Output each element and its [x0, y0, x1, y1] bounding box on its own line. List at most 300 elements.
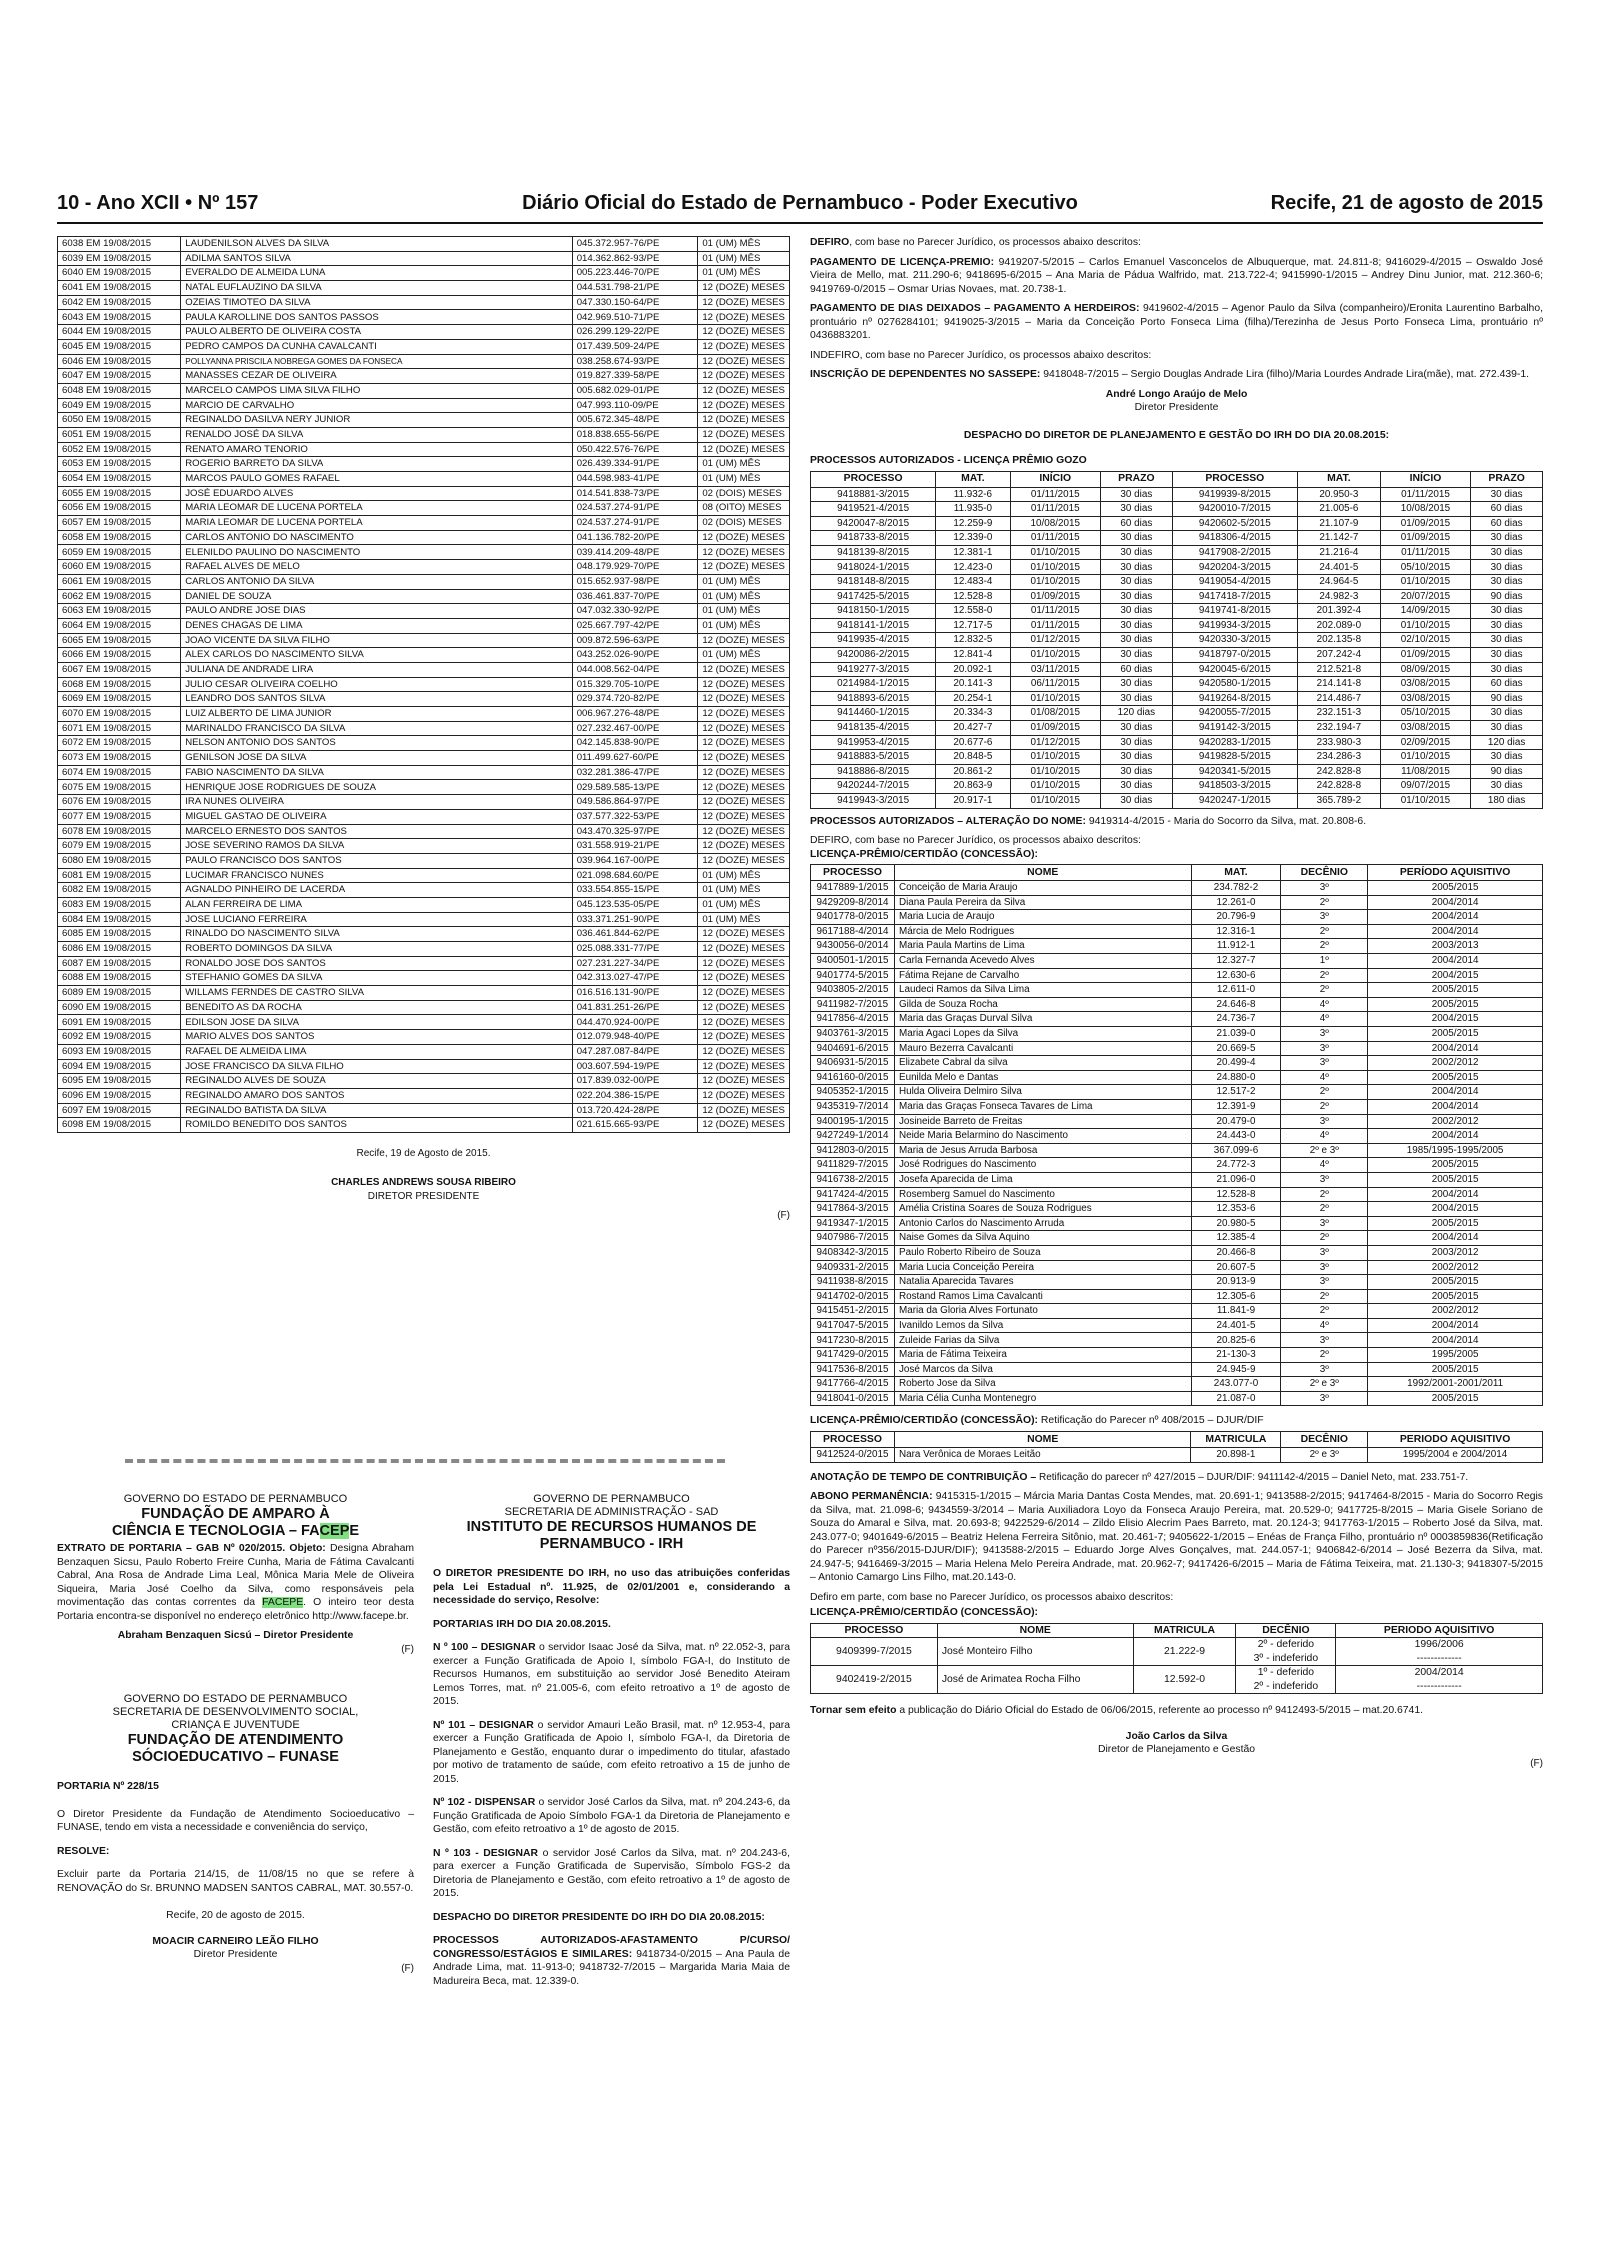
- name-cell: MARCELO ERNESTO DOS SANTOS: [181, 824, 572, 839]
- table-row: [811, 1172, 1543, 1187]
- funase-signer: MOACIR CARNEIRO LEÃO FILHO: [152, 1935, 319, 1947]
- lpg-cell: 30 dias: [1100, 618, 1172, 633]
- lpg-cell: 9418024-1/2015: [811, 560, 936, 575]
- portaria-cell: 6079 EM 19/08/2015: [58, 839, 181, 854]
- lpc-cell: 2º: [1281, 983, 1368, 998]
- lpc-cell: 2º: [1281, 1187, 1368, 1202]
- lpc-cell: 12.517-2: [1191, 1085, 1281, 1100]
- lpc-cell: Conceição de Maria Araujo: [894, 881, 1191, 896]
- lpc-cell: Maria das Graças Fonseca Tavares de Lima: [894, 1099, 1191, 1114]
- cpf-cell: 043.470.325-97/PE: [572, 824, 698, 839]
- cpf-cell: 050.422.576-76/PE: [572, 442, 698, 457]
- lpc-cell: 9408342-3/2015: [811, 1245, 895, 1260]
- lpg-header-row: [811, 471, 1543, 487]
- lpc-cell: 20.796-9: [1191, 910, 1281, 925]
- lpc-cell: 20.466-8: [1191, 1245, 1281, 1260]
- lpg-cell: 9414460-1/2015: [811, 706, 936, 721]
- lpg-header-cell: PRAZO: [1100, 471, 1172, 487]
- lpc-cell: 2004/2015: [1368, 1202, 1543, 1217]
- lpc-cell: 2º: [1281, 895, 1368, 910]
- cpf-cell: 005.682.029-01/PE: [572, 383, 698, 398]
- facepe-extrato: EXTRATO DE PORTARIA – GAB Nº 020/2015. Objeto: Designa Abraham Benzaquen Sicsu, Paulo Roberto Freire Cunha, Maria de Fátima Cavalcanti Cabral, Ana Rosa de Andrade Lima Leal, Mônica Maria Mele de Oliveira Siqueira, Maria José Coelho da Silva, como responsáveis pela movimentação das contas correntes da FACEPE. O inteiro teor desta Portaria encontra-se disponível no endereço eletrônico http://www.facepe.br.: [57, 1543, 415, 1622]
- table-row: [58, 633, 790, 648]
- duration-cell: 12 (DOZE) MESES: [698, 780, 790, 795]
- table-row: [811, 750, 1543, 765]
- lpg-cell: 9418881-3/2015: [811, 487, 936, 502]
- duration-cell: 12 (DOZE) MESES: [698, 677, 790, 692]
- lpg-cell: 10/08/2015: [1380, 502, 1470, 517]
- lpc-header-cell: DECÊNIO: [1281, 865, 1368, 881]
- funase-f-mark: (F): [401, 1962, 414, 1974]
- cpf-cell: 027.232.467-00/PE: [572, 721, 698, 736]
- lpg-cell: 9418733-8/2015: [811, 531, 936, 546]
- lpg-cell: 9419521-4/2015: [811, 502, 936, 517]
- lpc-cell: 3º: [1281, 1362, 1368, 1377]
- retif-header-cell: NOME: [894, 1431, 1190, 1447]
- sig2-name: João Carlos da Silva: [1125, 1730, 1228, 1742]
- lpc-cell: Maria das Graças Durval Silva: [894, 1012, 1191, 1027]
- name-cell: MARIO ALVES DOS SANTOS: [181, 1030, 572, 1045]
- retif-header-cell: PERIODO AQUISITIVO: [1368, 1431, 1543, 1447]
- table-row: [58, 413, 790, 428]
- name-cell: POLLYANNA PRISCILA NOBREGA GOMES DA FONSECA: [181, 354, 572, 369]
- lpc-cell: 3º: [1281, 881, 1368, 896]
- lpc-cell: 12.305-6: [1191, 1289, 1281, 1304]
- cpf-cell: 041.831.251-26/PE: [572, 1000, 698, 1015]
- portaria-cell: 6077 EM 19/08/2015: [58, 809, 181, 824]
- duration-cell: 12 (DOZE) MESES: [698, 751, 790, 766]
- lpc-cell: 9401778-0/2015: [811, 910, 895, 925]
- table-row: [58, 868, 790, 883]
- lpc-cell: Maria Lucia Conceição Pereira: [894, 1260, 1191, 1275]
- funase-title-2: SÓCIOEDUCATIVO – FUNASE: [132, 1749, 339, 1765]
- cpf-cell: 003.607.594-19/PE: [572, 1059, 698, 1074]
- lpc-cell: 9414702-0/2015: [811, 1289, 895, 1304]
- tornar-sem-efeito: Tornar sem efeito a publicação do Diário Oficial do Estado de 06/06/2015, referente ao processo nº 9412493-5/2015 – mat.20.6741.: [810, 1705, 1423, 1717]
- lpc-cell: 2005/2015: [1368, 1289, 1543, 1304]
- cpf-cell: 015.329.705-10/PE: [572, 677, 698, 692]
- lpg-cell: 30 dias: [1100, 793, 1172, 808]
- lpg-cell: 30 dias: [1100, 721, 1172, 736]
- table-row: [811, 575, 1543, 590]
- lpc-cell: 9407986-7/2015: [811, 1231, 895, 1246]
- duration-cell: 12 (DOZE) MESES: [698, 1000, 790, 1015]
- lpg-cell: 9418883-5/2015: [811, 750, 936, 765]
- lpg-cell: 234.286-3: [1297, 750, 1380, 765]
- lpg-cell: 12.483-4: [936, 575, 1010, 590]
- portaria-cell: 6067 EM 19/08/2015: [58, 662, 181, 677]
- table-row: [58, 1015, 790, 1030]
- lpc-cell: 2004/2014: [1368, 1099, 1543, 1114]
- table-row: [811, 1202, 1543, 1217]
- lpc-cell: 3º: [1281, 1172, 1368, 1187]
- duration-cell: 12 (DOZE) MESES: [698, 369, 790, 384]
- lpg-cell: 242.828-8: [1297, 764, 1380, 779]
- lpc-cell: 12.316-1: [1191, 924, 1281, 939]
- lpg-cell: 01/11/2015: [1010, 502, 1100, 517]
- lpc2-table: [810, 1623, 1543, 1695]
- portaria-cell: 6078 EM 19/08/2015: [58, 824, 181, 839]
- lpg-cell: 08/09/2015: [1380, 662, 1470, 677]
- table-row: [811, 1275, 1543, 1290]
- cpf-cell: 009.872.596-63/PE: [572, 633, 698, 648]
- name-cell: NELSON ANTONIO DOS SANTOS: [181, 736, 572, 751]
- name-cell: JULIANA DE ANDRADE LIRA: [181, 662, 572, 677]
- table-row: [811, 779, 1543, 794]
- duration-cell: 12 (DOZE) MESES: [698, 662, 790, 677]
- lpc-cell: 9416738-2/2015: [811, 1172, 895, 1187]
- lpc-cell: 20.607-5: [1191, 1260, 1281, 1275]
- cpf-cell: 005.223.446-70/PE: [572, 266, 698, 281]
- cpf-cell: 027.231.227-34/PE: [572, 956, 698, 971]
- irh-portarias: PORTARIAS IRH DO DIA 20.08.2015.: [433, 1618, 611, 1630]
- lpc-cell: Hulda Oliveira Delmiro Silva: [894, 1085, 1191, 1100]
- funase-body: Excluir parte da Portaria 214/15, de 11/08/15 no que se refere à RENOVAÇÃO do Sr. BRUNNO MADSEN SANTOS CABRAL, MAT. 30.557-0.: [57, 1869, 414, 1894]
- table-row: [58, 942, 790, 957]
- irh-n101: Nº 101 – DESIGNAR o servidor Amauri Leão Brasil, mat. nº 12.953-4, para exercer a Função Gratificada de Apoio I, símbolo FGA-I, da Diretoria de Planejamento e Gestão, enquanto durar o impedimento do titular, afastado por motivo de tratamento de saúde, com efeito retroativo a 15 de junho de 2015.: [433, 1719, 791, 1785]
- lpg-cell: 60 dias: [1100, 662, 1172, 677]
- table-row: [811, 881, 1543, 896]
- retif-cell: 9412524-0/2015: [811, 1447, 895, 1462]
- sig2-role: Diretor de Planejamento e Gestão: [1097, 1744, 1256, 1756]
- cpf-cell: 014.541.838-73/PE: [572, 486, 698, 501]
- lpg-cell: 9420010-7/2015: [1172, 502, 1297, 517]
- lpg-cell: 21.142-7: [1297, 531, 1380, 546]
- table-row: [811, 910, 1543, 925]
- table-row: [58, 310, 790, 325]
- lpc2-header-cell: PERIODO AQUISITIVO: [1336, 1623, 1543, 1638]
- lpg-cell: 9418893-6/2015: [811, 691, 936, 706]
- table-row: [58, 560, 790, 575]
- lpc-cell: Fátima Rejane de Carvalho: [894, 968, 1191, 983]
- decenio-line: 1º - deferido: [1257, 1667, 1315, 1679]
- lpc-cell: Maria da Gloria Alves Fortunato: [894, 1304, 1191, 1319]
- duration-cell: 12 (DOZE) MESES: [698, 956, 790, 971]
- name-cell: ELENILDO PAULINO DO NASCIMENTO: [181, 545, 572, 560]
- lpg-cell: 120 dias: [1100, 706, 1172, 721]
- name-cell: GENILSON JOSE DA SILVA: [181, 751, 572, 766]
- name-cell: PAULO ANDRE JOSE DIAS: [181, 604, 572, 619]
- duration-cell: 01 (UM) MÊS: [698, 912, 790, 927]
- duration-cell: 12 (DOZE) MESES: [698, 795, 790, 810]
- periodo-line: -------------: [1416, 1652, 1462, 1664]
- lpg-cell: 232.194-7: [1297, 721, 1380, 736]
- lpc-cell: 9430056-0/2014: [811, 939, 895, 954]
- lpc-cell: 9617188-4/2014: [811, 924, 895, 939]
- lpc-cell: 234.782-2: [1191, 881, 1281, 896]
- lpc-cell: 9412803-0/2015: [811, 1143, 895, 1158]
- name-cell: ALAN FERREIRA DE LIMA: [181, 897, 572, 912]
- table-row: [58, 237, 790, 252]
- portaria-cell: 6091 EM 19/08/2015: [58, 1015, 181, 1030]
- portaria-cell: 6043 EM 19/08/2015: [58, 310, 181, 325]
- duration-cell: 12 (DOZE) MESES: [698, 281, 790, 296]
- name-cell: JOSE LUCIANO FERREIRA: [181, 912, 572, 927]
- table-row: [811, 1318, 1543, 1333]
- table-row: [58, 883, 790, 898]
- lpc2-header-cell: MATRICULA: [1133, 1623, 1236, 1638]
- lpg-cell: 30 dias: [1471, 604, 1543, 619]
- cpf-cell: 026.439.334-91/PE: [572, 457, 698, 472]
- lpg-cell: 30 dias: [1100, 691, 1172, 706]
- table-row: [811, 968, 1543, 983]
- duration-cell: 12 (DOZE) MESES: [698, 839, 790, 854]
- lpg-cell: 01/09/2015: [1010, 589, 1100, 604]
- lpc-cell: 2005/2015: [1368, 1027, 1543, 1042]
- cpf-cell: 029.374.720-82/PE: [572, 692, 698, 707]
- lpc-header-cell: PERÍODO AQUISITIVO: [1368, 865, 1543, 881]
- name-cell: JOSE SEVERINO RAMOS DA SILVA: [181, 839, 572, 854]
- name-cell: MIGUEL GASTAO DE OLIVEIRA: [181, 809, 572, 824]
- table-row: [811, 983, 1543, 998]
- lpg-cell: 30 dias: [1471, 575, 1543, 590]
- portaria-cell: 6059 EM 19/08/2015: [58, 545, 181, 560]
- lpg-cell: 9418135-4/2015: [811, 721, 936, 736]
- right-column: [810, 236, 1543, 1770]
- name-cell: RENALDO JOSÉ DA SILVA: [181, 427, 572, 442]
- duration-cell: 01 (UM) MÊS: [698, 472, 790, 487]
- lpg-cell: 01/09/2015: [1380, 516, 1470, 531]
- duration-cell: 12 (DOZE) MESES: [698, 1074, 790, 1089]
- duration-cell: 12 (DOZE) MESES: [698, 942, 790, 957]
- duration-cell: 12 (DOZE) MESES: [698, 442, 790, 457]
- name-cell: JULIO CESAR OLIVEIRA COELHO: [181, 677, 572, 692]
- lpc-cell: 2º e 3º: [1281, 1377, 1368, 1392]
- table-row: [811, 793, 1543, 808]
- inscricao-dependentes: INSCRIÇÃO DE DEPENDENTES NO SASSEPE: 9418048-7/2015 – Sergio Douglas Andrade Lira (filho)/Maria Lourdes Andrade Lira(mãe), mat. 272.439-1.: [810, 369, 1530, 380]
- lpg-cell: 01/12/2015: [1010, 735, 1100, 750]
- lpg-cell: 9420045-6/2015: [1172, 662, 1297, 677]
- lpg-cell: 20.677-6: [936, 735, 1010, 750]
- lpg-cell: 09/07/2015: [1380, 779, 1470, 794]
- cpf-cell: 013.720.424-28/PE: [572, 1103, 698, 1118]
- duration-cell: 01 (UM) MÊS: [698, 897, 790, 912]
- name-cell: PAULA KAROLLINE DOS SANTOS PASSOS: [181, 310, 572, 325]
- lpc-cell: 12.327-7: [1191, 954, 1281, 969]
- duration-cell: 12 (DOZE) MESES: [698, 398, 790, 413]
- lpc-cell: Rostand Ramos Lima Cavalcanti: [894, 1289, 1191, 1304]
- irh-processos: PROCESSOS AUTORIZADOS-AFASTAMENTO P/CURSO/ CONGRESSO/ESTÁGIOS E SIMILARES: 9418734-0/2015 – Ana Paula de Andrade Lima, mat. 11-913-0; 9418732-7/2015 – Margarida Maria Maia de Madureira Beca, mat. 12.339-0.: [433, 1935, 790, 1987]
- irh-gov: GOVERNO DE PERNAMBUCO: [533, 1493, 690, 1505]
- lpc-cell: 2º: [1281, 939, 1368, 954]
- table-row: [811, 560, 1543, 575]
- lpc-cell: 20.913-9: [1191, 1275, 1281, 1290]
- lpg-cell: 30 dias: [1100, 648, 1172, 663]
- lpg-cell: 30 dias: [1471, 706, 1543, 721]
- table-row: [58, 707, 790, 722]
- facepe-title-1: FUNDAÇÃO DE AMPARO À: [141, 1506, 330, 1522]
- lpc-cell: 4º: [1281, 1012, 1368, 1027]
- lpg-cell: 30 dias: [1100, 677, 1172, 692]
- cpf-cell: 024.537.274-91/PE: [572, 501, 698, 516]
- table-row: [58, 795, 790, 810]
- table-row: [58, 295, 790, 310]
- lpg-cell: 30 dias: [1100, 604, 1172, 619]
- lpc-cell: 20.479-0: [1191, 1114, 1281, 1129]
- irh-title-1: INSTITUTO DE RECURSOS HUMANOS DE: [466, 1519, 757, 1535]
- lpc-cell: Maria Paula Martins de Lima: [894, 939, 1191, 954]
- table-row: [811, 1666, 1543, 1694]
- lpg-cell: 01/10/2015: [1380, 618, 1470, 633]
- lpc-cell: 9417230-8/2015: [811, 1333, 895, 1348]
- lpc-cell: Maria de Fátima Teixeira: [894, 1348, 1191, 1363]
- lpg-cell: 9419943-3/2015: [811, 793, 936, 808]
- table-row: [811, 691, 1543, 706]
- lpc-cell: 24.772-3: [1191, 1158, 1281, 1173]
- table-row: [58, 383, 790, 398]
- table-row: [58, 986, 790, 1001]
- lpc-cell: 2005/2015: [1368, 881, 1543, 896]
- table-row: [58, 692, 790, 707]
- lpc-cell: José Rodrigues do Nascimento: [894, 1158, 1191, 1173]
- lpc-cell: 9411982-7/2015: [811, 997, 895, 1012]
- table-row: [811, 939, 1543, 954]
- table-row: [58, 281, 790, 296]
- name-cell: PAULO FRANCISCO DOS SANTOS: [181, 853, 572, 868]
- name-cell: ROGERIO BARRETO DA SILVA: [181, 457, 572, 472]
- lpc-cell: 3º: [1281, 1041, 1368, 1056]
- lpg-cell: 202.089-0: [1297, 618, 1380, 633]
- lpc-cell: 9417766-4/2015: [811, 1377, 895, 1392]
- duration-cell: 12 (DOZE) MESES: [698, 1015, 790, 1030]
- name-cell: OZEIAS TIMOTEO DA SILVA: [181, 295, 572, 310]
- table-row: [58, 824, 790, 839]
- table-row: [811, 1362, 1543, 1377]
- cpf-cell: 031.558.919-21/PE: [572, 839, 698, 854]
- portaria-cell: 6083 EM 19/08/2015: [58, 897, 181, 912]
- table-row: [811, 895, 1543, 910]
- lpc-cell: 3º: [1281, 1275, 1368, 1290]
- lpc-cell: Mauro Bezerra Cavalcanti: [894, 1041, 1191, 1056]
- portaria-cell: 6096 EM 19/08/2015: [58, 1088, 181, 1103]
- table-row: [811, 531, 1543, 546]
- portaria-cell: 6050 EM 19/08/2015: [58, 413, 181, 428]
- defiro-em-parte: Defiro em parte, com base no Parecer Jurídico, os processos abaixo descritos:: [810, 1591, 1174, 1603]
- duration-cell: 12 (DOZE) MESES: [698, 809, 790, 824]
- lpg-cell: 24.964-5: [1297, 575, 1380, 590]
- lpc2-header-row: [811, 1623, 1543, 1638]
- lpc-cell: 3º: [1281, 1245, 1368, 1260]
- lpc-cell: 12.353-6: [1191, 1202, 1281, 1217]
- lpg-cell: 201.392-4: [1297, 604, 1380, 619]
- table-row: [58, 721, 790, 736]
- cpf-cell: 029.589.585-13/PE: [572, 780, 698, 795]
- duration-cell: 12 (DOZE) MESES: [698, 427, 790, 442]
- lpc-cell: 3º: [1281, 1056, 1368, 1071]
- lpc-cell: Elizabete Cabral da silva: [894, 1056, 1191, 1071]
- name-cell: ROBERTO DOMINGOS DA SILVA: [181, 942, 572, 957]
- table-row: [811, 677, 1543, 692]
- lpc-cell: 2005/2015: [1368, 1158, 1543, 1173]
- table-row: [58, 780, 790, 795]
- table-row: [811, 735, 1543, 750]
- portaria-cell: 6084 EM 19/08/2015: [58, 912, 181, 927]
- portaria-cell: 6092 EM 19/08/2015: [58, 1030, 181, 1045]
- irh-n102: Nº 102 - DISPENSAR o servidor José Carlos da Silva, mat. nº 204.243-6, da Função Gratificada de Apoio Símbolo FGA-1 da Diretoria de Planejamento e Gestão, com efeito retroativo a 1º de agosto de 2015.: [433, 1797, 790, 1835]
- lpg-cell: 30 dias: [1471, 648, 1543, 663]
- lpg-cell: 20.427-7: [936, 721, 1010, 736]
- lpg-cell: 30 dias: [1100, 779, 1172, 794]
- table-row: [58, 427, 790, 442]
- publication-date: Recife, 21 de agosto de 2015: [1270, 192, 1543, 214]
- lpc-cell: 2004/2015: [1368, 968, 1543, 983]
- name-cell: STEFHANIO GOMES DA SILVA: [181, 971, 572, 986]
- cpf-cell: 045.372.957-76/PE: [572, 237, 698, 252]
- name-cell: MARCELO CAMPOS LIMA SILVA FILHO: [181, 383, 572, 398]
- lpc-cell: 2003/2012: [1368, 1245, 1543, 1260]
- lpc-cell: 1º: [1281, 954, 1368, 969]
- name-cell: REGINALDO BATISTA DA SILVA: [181, 1103, 572, 1118]
- table-row: [811, 1158, 1543, 1173]
- table-row: [811, 764, 1543, 779]
- lpg-cell: 21.005-6: [1297, 502, 1380, 517]
- table-row: [811, 1289, 1543, 1304]
- irh-n103: N º 103 - DESIGNAR o servidor José Carlos da Silva, mat. nº 204.243-6, para exercer a Função Gratificada de Supervisão, Símbolo FGS-2 da Diretoria de Planejamento e Gestão, com efeito retroativo a 1º de agosto de 2015.: [433, 1847, 790, 1899]
- portaria-cell: 6087 EM 19/08/2015: [58, 956, 181, 971]
- retif-cell: 1995/2004 e 2004/2014: [1368, 1447, 1543, 1462]
- lpc-cell: 2004/2015: [1368, 1012, 1543, 1027]
- portaria-cell: 6074 EM 19/08/2015: [58, 765, 181, 780]
- lpc-cell: 4º: [1281, 997, 1368, 1012]
- name-cell: RINALDO DO NASCIMENTO SILVA: [181, 927, 572, 942]
- left-f-mark: (F): [777, 1210, 790, 1222]
- lpc-cell: Maria Lucia de Araujo: [894, 910, 1191, 925]
- lpc-cell: Gilda de Souza Rocha: [894, 997, 1191, 1012]
- lpc-cell: 24.443-0: [1191, 1129, 1281, 1144]
- irh-sec: SECRETARIA DE ADMINISTRAÇÃO - SAD: [504, 1506, 719, 1518]
- name-cell: JOAO VICENTE DA SILVA FILHO: [181, 633, 572, 648]
- name-cell: MARIA LEOMAR DE LUCENA PORTELA: [181, 501, 572, 516]
- name-cell: ALEX CARLOS DO NASCIMENTO SILVA: [181, 648, 572, 663]
- lpg-cell: 9420047-8/2015: [811, 516, 936, 531]
- lpg-cell: 202.135-8: [1297, 633, 1380, 648]
- duration-cell: 01 (UM) MÊS: [698, 589, 790, 604]
- duration-cell: 12 (DOZE) MESES: [698, 765, 790, 780]
- duration-cell: 01 (UM) MÊS: [698, 618, 790, 633]
- duration-cell: 01 (UM) MÊS: [698, 604, 790, 619]
- lpg-cell: 12.259-9: [936, 516, 1010, 531]
- lpg-cell: 60 dias: [1471, 502, 1543, 517]
- duration-cell: 12 (DOZE) MESES: [698, 295, 790, 310]
- name-cell: DANIEL DE SOUZA: [181, 589, 572, 604]
- lpg-cell: 9418139-8/2015: [811, 545, 936, 560]
- lpg-cell: 12.717-5: [936, 618, 1010, 633]
- lpc-cell: 2005/2015: [1368, 1275, 1543, 1290]
- lpg-cell: 30 dias: [1100, 545, 1172, 560]
- lpg-cell: 01/11/2015: [1380, 545, 1470, 560]
- lpc-cell: 2º: [1281, 1085, 1368, 1100]
- lpg-cell: 12.528-8: [936, 589, 1010, 604]
- defiro-text-2: DEFIRO, com base no Parecer Jurídico, os processos abaixo descritos:: [810, 835, 1141, 847]
- lpc2-cell: 21.222-9: [1133, 1638, 1236, 1666]
- duration-cell: 01 (UM) MÊS: [698, 237, 790, 252]
- name-cell: JOSÉ EDUARDO ALVES: [181, 486, 572, 501]
- lpg-cell: 20.950-3: [1297, 487, 1380, 502]
- portaria-cell: 6094 EM 19/08/2015: [58, 1059, 181, 1074]
- lpg-cell: 30 dias: [1471, 545, 1543, 560]
- lpg-cell: 30 dias: [1471, 662, 1543, 677]
- cpf-cell: 018.838.655-56/PE: [572, 427, 698, 442]
- lpg-cell: 01/10/2015: [1010, 691, 1100, 706]
- lpc-cell: 3º: [1281, 1027, 1368, 1042]
- cpf-cell: 048.179.929-70/PE: [572, 560, 698, 575]
- cpf-cell: 036.461.837-70/PE: [572, 589, 698, 604]
- lpg-cell: 21.107-9: [1297, 516, 1380, 531]
- table-row: [58, 604, 790, 619]
- lpc-cell: 3º: [1281, 1260, 1368, 1275]
- table-row: [58, 1059, 790, 1074]
- lpc-cell: 2005/2015: [1368, 1172, 1543, 1187]
